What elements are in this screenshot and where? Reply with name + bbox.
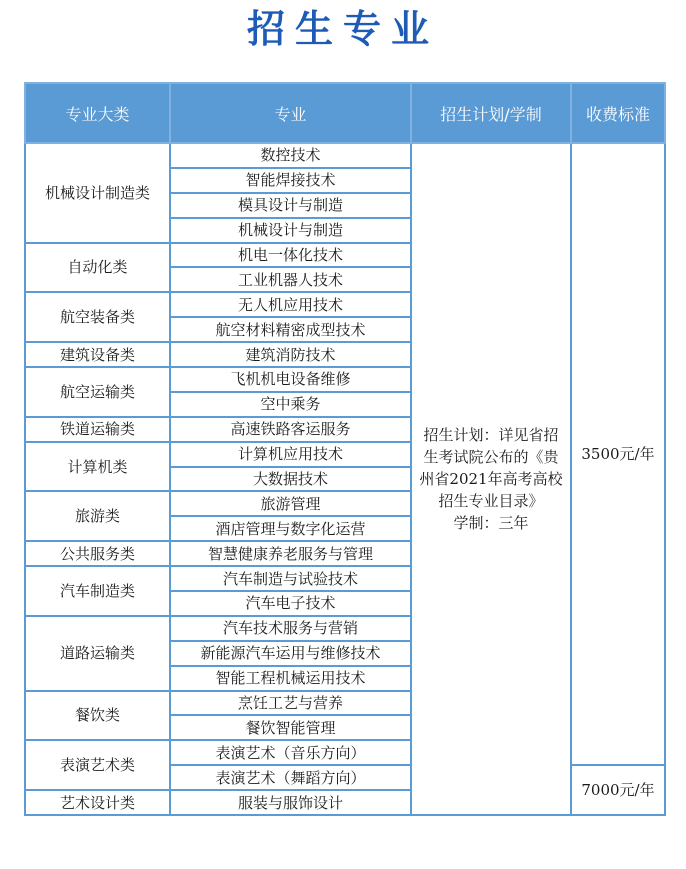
- major-cell: 机电一体化技术: [170, 243, 411, 268]
- major-cell: 模具设计与制造: [170, 193, 411, 218]
- plan-line: 招生专业目录》: [438, 492, 544, 511]
- header-major: 专业: [170, 83, 411, 143]
- major-cell: 旅游管理: [170, 491, 411, 516]
- plan-line: 招生计划：详见省招: [423, 426, 559, 445]
- major-cell: 机械设计与制造: [170, 218, 411, 243]
- header-category: 专业大类: [25, 83, 170, 143]
- major-cell: 餐饮智能管理: [170, 715, 411, 740]
- table-row: [25, 143, 665, 168]
- category-cell: 道路运输类: [25, 616, 170, 691]
- category-cell: 计算机类: [25, 442, 170, 492]
- category-cell: 公共服务类: [25, 541, 170, 566]
- major-cell: 表演艺术（舞蹈方向）: [170, 765, 411, 790]
- plan-line: 学制：三年: [453, 514, 529, 533]
- major-cell: 智能焊接技术: [170, 168, 411, 193]
- header-plan: 招生计划/学制: [411, 83, 571, 143]
- major-cell: 无人机应用技术: [170, 292, 411, 317]
- major-cell: 空中乘务: [170, 392, 411, 417]
- plan-cell: [411, 143, 571, 815]
- category-cell: 汽车制造类: [25, 566, 170, 616]
- major-cell: 服装与服饰设计: [170, 790, 411, 815]
- fee-cell: 7000元/年: [571, 765, 665, 815]
- major-cell: 表演艺术（音乐方向）: [170, 740, 411, 765]
- major-cell: 建筑消防技术: [170, 342, 411, 367]
- major-cell: 数控技术: [170, 143, 411, 168]
- major-cell: 烹饪工艺与营养: [170, 691, 411, 716]
- major-cell: 新能源汽车运用与维修技术: [170, 641, 411, 666]
- category-cell: 航空装备类: [25, 292, 170, 342]
- table-body: [25, 143, 665, 815]
- major-cell: 酒店管理与数字化运营: [170, 516, 411, 541]
- page-title: 招生专业: [246, 7, 439, 51]
- category-cell: 餐饮类: [25, 691, 170, 741]
- category-cell: 自动化类: [25, 243, 170, 293]
- header-fee: 收费标准: [571, 83, 665, 143]
- category-cell: 旅游类: [25, 491, 170, 541]
- fee-cell: 3500元/年: [571, 143, 665, 765]
- category-cell: 铁道运输类: [25, 417, 170, 442]
- major-cell: 汽车电子技术: [170, 591, 411, 616]
- table-header-row: [25, 83, 665, 143]
- major-cell: 大数据技术: [170, 467, 411, 492]
- major-cell: 智慧健康养老服务与管理: [170, 541, 411, 566]
- category-cell: 艺术设计类: [25, 790, 170, 815]
- major-cell: 飞机机电设备维修: [170, 367, 411, 392]
- plan-line: 州省2021年高考高校: [419, 470, 563, 489]
- category-cell: 机械设计制造类: [25, 143, 170, 243]
- major-cell: 汽车技术服务与营销: [170, 616, 411, 641]
- category-cell: 表演艺术类: [25, 740, 170, 790]
- major-cell: 智能工程机械运用技术: [170, 666, 411, 691]
- major-cell: 高速铁路客运服务: [170, 417, 411, 442]
- major-cell: 计算机应用技术: [170, 442, 411, 467]
- category-cell: 建筑设备类: [25, 342, 170, 367]
- major-cell: 工业机器人技术: [170, 267, 411, 292]
- plan-line: 生考试院公布的《贵: [423, 448, 559, 467]
- major-cell: 航空材料精密成型技术: [170, 317, 411, 342]
- majors-table: [24, 82, 666, 816]
- major-cell: 汽车制造与试验技术: [170, 566, 411, 591]
- category-cell: 航空运输类: [25, 367, 170, 417]
